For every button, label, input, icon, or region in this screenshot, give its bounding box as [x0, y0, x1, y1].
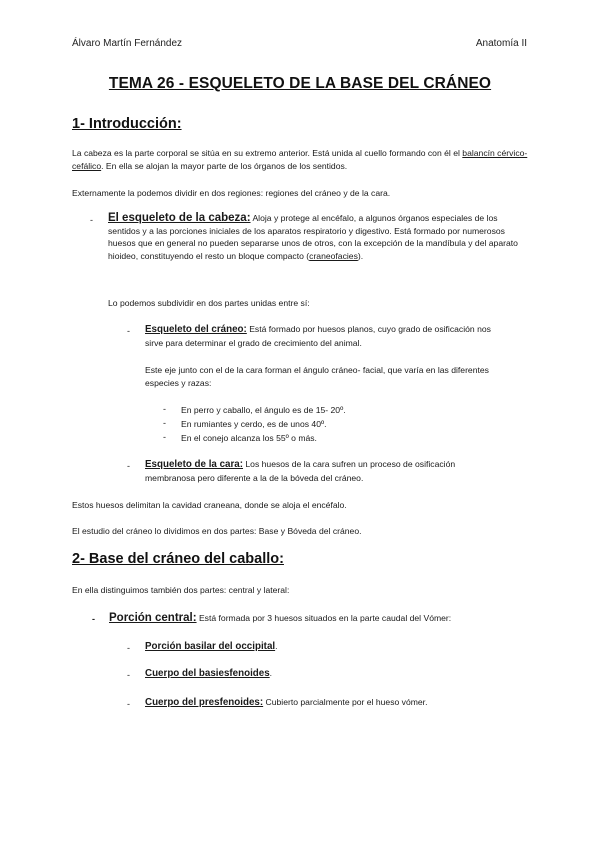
axis-paragraph: Este eje junto con el de la cara forman el ángulo cráneo- facial, que varía en las diferentes especies y razas: — [145, 365, 489, 388]
section-2-intro: En ella distinguimos también dos partes: central y lateral: — [72, 585, 290, 595]
angle-item-horse: En perro y caballo, el ángulo es de 15- 20º. — [181, 405, 346, 415]
bullet-dash: - — [90, 215, 93, 225]
bullet-dash: - — [163, 404, 166, 414]
bullet-dash: - — [127, 643, 130, 653]
central-heading: Porción central: — [109, 612, 197, 624]
part-presfenoides — [145, 696, 427, 710]
face-heading: Esqueleto de la cara: — [145, 459, 244, 470]
face-paragraph — [145, 458, 505, 484]
subdivide-paragraph: Lo podemos subdividir en dos partes unidas entre sí: — [108, 298, 310, 308]
bullet-dash: - — [163, 418, 166, 428]
part-basilar — [145, 640, 278, 654]
cranium-heading: Esqueleto del cráneo: — [145, 324, 247, 335]
intro-text-2: . En ella se alojan la mayor parte de los órganos de los sentidos. — [101, 160, 348, 171]
bullet-dash: - — [127, 670, 130, 680]
part-basilar-label: Porción basilar del occipital — [145, 641, 276, 652]
part-presfenoides-label: Cuerpo del presfenoides: — [145, 697, 264, 708]
central-paragraph — [109, 612, 529, 625]
angle-item-rabbit: En el conejo alcanza los 55º o más. — [181, 433, 317, 443]
header-author: Álvaro Martín Fernández — [72, 38, 183, 49]
section-2-heading: 2- Base del cráneo del caballo: — [72, 551, 284, 567]
bullet-dash: - — [127, 699, 130, 709]
bullet-dash: - — [127, 461, 130, 471]
cranium-text: Está formado por huesos planos, cuyo grado de osificación nos sirve para determinar el grado de crecimiento del animal. — [145, 324, 491, 348]
central-text: Está formada por 3 huesos situados en la parte caudal del Vómer: — [196, 613, 452, 623]
regions-paragraph: Externamente la podemos dividir en dos regiones: regiones del cráneo y de la cara. — [72, 188, 391, 198]
craneofacies-link: craneofacies — [309, 250, 358, 261]
part-presfenoides-text: Cubierto parcialmente por el hueso vómer. — [263, 697, 428, 707]
header-subject: Anatomía II — [475, 38, 527, 49]
bullet-dash: - — [92, 614, 95, 624]
skeleton-paragraph — [108, 212, 528, 262]
angle-item-ruminant: En rumiantes y cerdo, es de unos 40º. — [181, 419, 327, 429]
delimit-paragraph: Estos huesos delimitan la cavidad craneana, donde se aloja el encéfalo. — [72, 500, 347, 510]
part-suffix: . — [275, 641, 278, 651]
bullet-dash: - — [163, 432, 166, 442]
skeleton-text-end: ). — [357, 250, 364, 261]
part-basiesfenoides-label: Cuerpo del basiesfenoides — [145, 668, 270, 679]
part-basiesfenoides — [145, 667, 272, 681]
intro-text-1: La cabeza es la parte corporal se sitúa en su extremo anterior. Está unida al cuello formando con él el — [72, 148, 463, 158]
cranium-paragraph — [145, 323, 505, 349]
face-text: Los huesos de la cara sufren un proceso de osificación membranosa pero diferente a la de la bóveda del cráneo. — [145, 459, 456, 483]
skeleton-heading: El esqueleto de la cabeza: — [108, 212, 251, 224]
intro-paragraph — [72, 147, 532, 172]
skeleton-text: Aloja y protege al encéfalo, a algunos órganos especiales de los sentidos y a las porciones iniciales de los aparatos respiratorio y digestivo. Está formado por numerosos huesos que en general no pueden separarse unos de otros, con la excepción de la mandíbula y del aparato hioideo, constituyendo el resto un bloque compacto ( — [108, 213, 518, 261]
bullet-dash: - — [127, 326, 130, 336]
study-paragraph: El estudio del cráneo lo dividimos en dos partes: Base y Bóveda del cráneo. — [72, 526, 362, 536]
section-1-heading: 1- Introducción: — [72, 116, 182, 132]
part-suffix: . — [269, 668, 273, 678]
intro-link: balancín cérvico-cefálico — [72, 148, 528, 171]
page-title: TEMA 26 - ESQUELETO DE LA BASE DEL CRÁNEO — [108, 75, 492, 92]
